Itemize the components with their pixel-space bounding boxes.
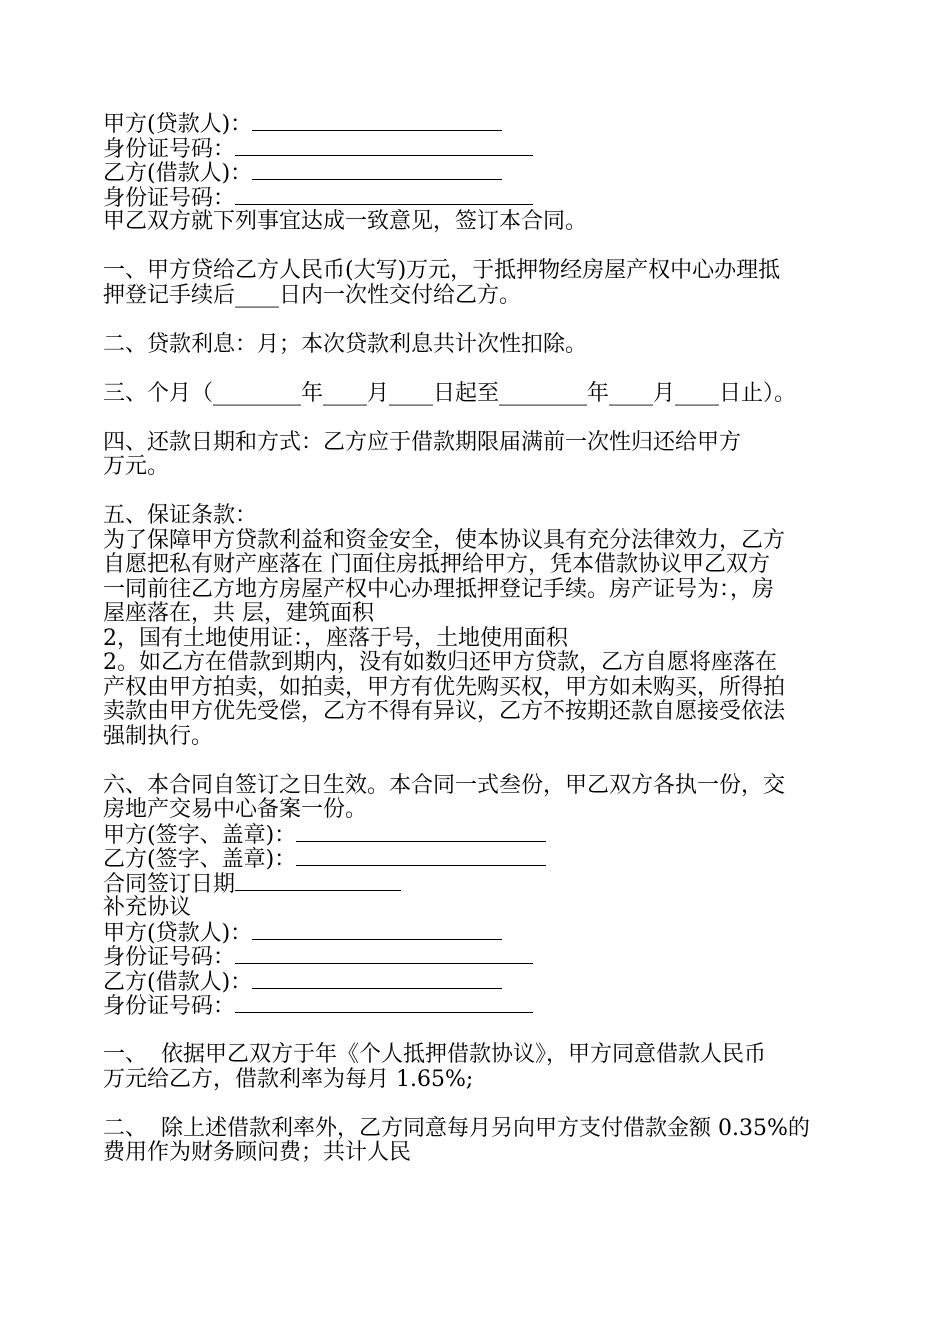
sign-date-blank: [235, 872, 401, 891]
supplement-title: 补充协议: [103, 895, 192, 920]
clause-5-line-6: 2。如乙方在借款到期内，没有如数归还甲方贷款，乙方自愿将座落在: [103, 650, 777, 675]
clause-5-line-2: 自愿把私有财产座落在 门面住房抵押给甲方，凭本借款协议甲乙双方: [103, 552, 770, 577]
signature-b-blank: [296, 847, 546, 866]
supp-party-b-line: 乙方(借款人)：: [103, 970, 863, 995]
clause-4-line-1: 四、还款日期和方式：乙方应于借款期限届满前一次性归还给甲方: [103, 429, 742, 455]
clause-5-line-5: 2，国有土地使用证：，座落于号，土地使用面积: [103, 625, 568, 651]
clause-2: 二、贷款利息：月；本次贷款利息共计次性扣除。: [103, 331, 588, 357]
clause-5-title: 五、保证条款：: [103, 503, 258, 528]
supp-party-a-blank: [252, 921, 502, 940]
supp-clause-1-line-2: 万元给乙方，借款利率为每月 1.65%;: [103, 1066, 474, 1092]
supp-party-b-blank: [252, 970, 502, 989]
supp-clause-2-line-2: 费用作为财务顾问费；共计人民: [103, 1140, 412, 1165]
contract-document: [103, 112, 863, 1166]
supp-id-b-blank: [235, 994, 533, 1013]
sign-date-line: 合同签订日期: [103, 872, 863, 897]
intro-line: 甲乙双方就下列事宜达成一致意见，签订本合同。: [103, 209, 588, 234]
supp-id-b-line: 身份证号码：: [103, 994, 863, 1019]
clause-5-line-1: 为了保障甲方贷款利益和资金安全，使本协议具有充分法律效力，乙方: [103, 527, 786, 553]
signature-a-line: 甲方(签字、盖章)：: [103, 823, 863, 848]
clause-5-line-9: 强制执行。: [103, 723, 214, 749]
supp-clause-2-line-1: 二、 除上述借款利率外，乙方同意每月另向甲方支付借款金额 0.35%的: [103, 1115, 810, 1141]
supp-id-a-line: 身份证号码：: [103, 945, 863, 970]
clause-5-line-7: 产权由甲方拍卖，如拍卖，甲方有优先购买权，甲方如未购买，所得拍: [103, 674, 786, 700]
clause-5-line-8: 卖款由甲方优先受偿，乙方不得有异议，乙方不按期还款自愿接受依法: [103, 699, 786, 724]
id-a-blank: [235, 137, 533, 156]
clause-3: 三、个月（________年____月____日起至________年____月____日止）。: [103, 380, 797, 406]
clause-1-line-1: 一、甲方贷给乙方人民币(大写)万元，于抵押物经房屋产权中心办理抵: [103, 258, 781, 283]
clause-5-line-3: 一同前往乙方地方房屋产权中心办理抵押登记手续。房产证号为：，房: [103, 576, 775, 602]
clause-4-line-2: 万元。: [103, 454, 170, 479]
clause-6-line-1: 六、本合同自签订之日生效。本合同一式叁份，甲乙双方各执一份，交: [103, 772, 786, 798]
clause-1-line-2: 押登记手续后____日内一次性交付给乙方。: [103, 282, 522, 308]
id-a-line: 身份证号码：: [103, 137, 863, 162]
party-a-blank: [252, 112, 502, 131]
clause-6-line-2: 房地产交易中心备案一份。: [103, 797, 368, 822]
party-b-blank: [252, 161, 502, 180]
signature-b-line: 乙方(签字、盖章)：: [103, 847, 863, 872]
supp-party-a-line: 甲方(贷款人)：: [103, 921, 863, 946]
supp-id-a-blank: [235, 945, 533, 964]
clause-5-line-4: 屋座落在，共 层，建筑面积: [103, 601, 374, 626]
signature-a-blank: [296, 823, 546, 842]
party-b-line: 乙方(借款人)：: [103, 161, 863, 186]
id-b-line: 身份证号码：: [103, 186, 863, 211]
id-b-blank: [235, 186, 533, 205]
party-a-line: 甲方(贷款人)：: [103, 112, 863, 137]
supp-clause-1-line-1: 一、 依据甲乙双方于年《个人抵押借款协议》，甲方同意借款人民币: [103, 1042, 766, 1067]
